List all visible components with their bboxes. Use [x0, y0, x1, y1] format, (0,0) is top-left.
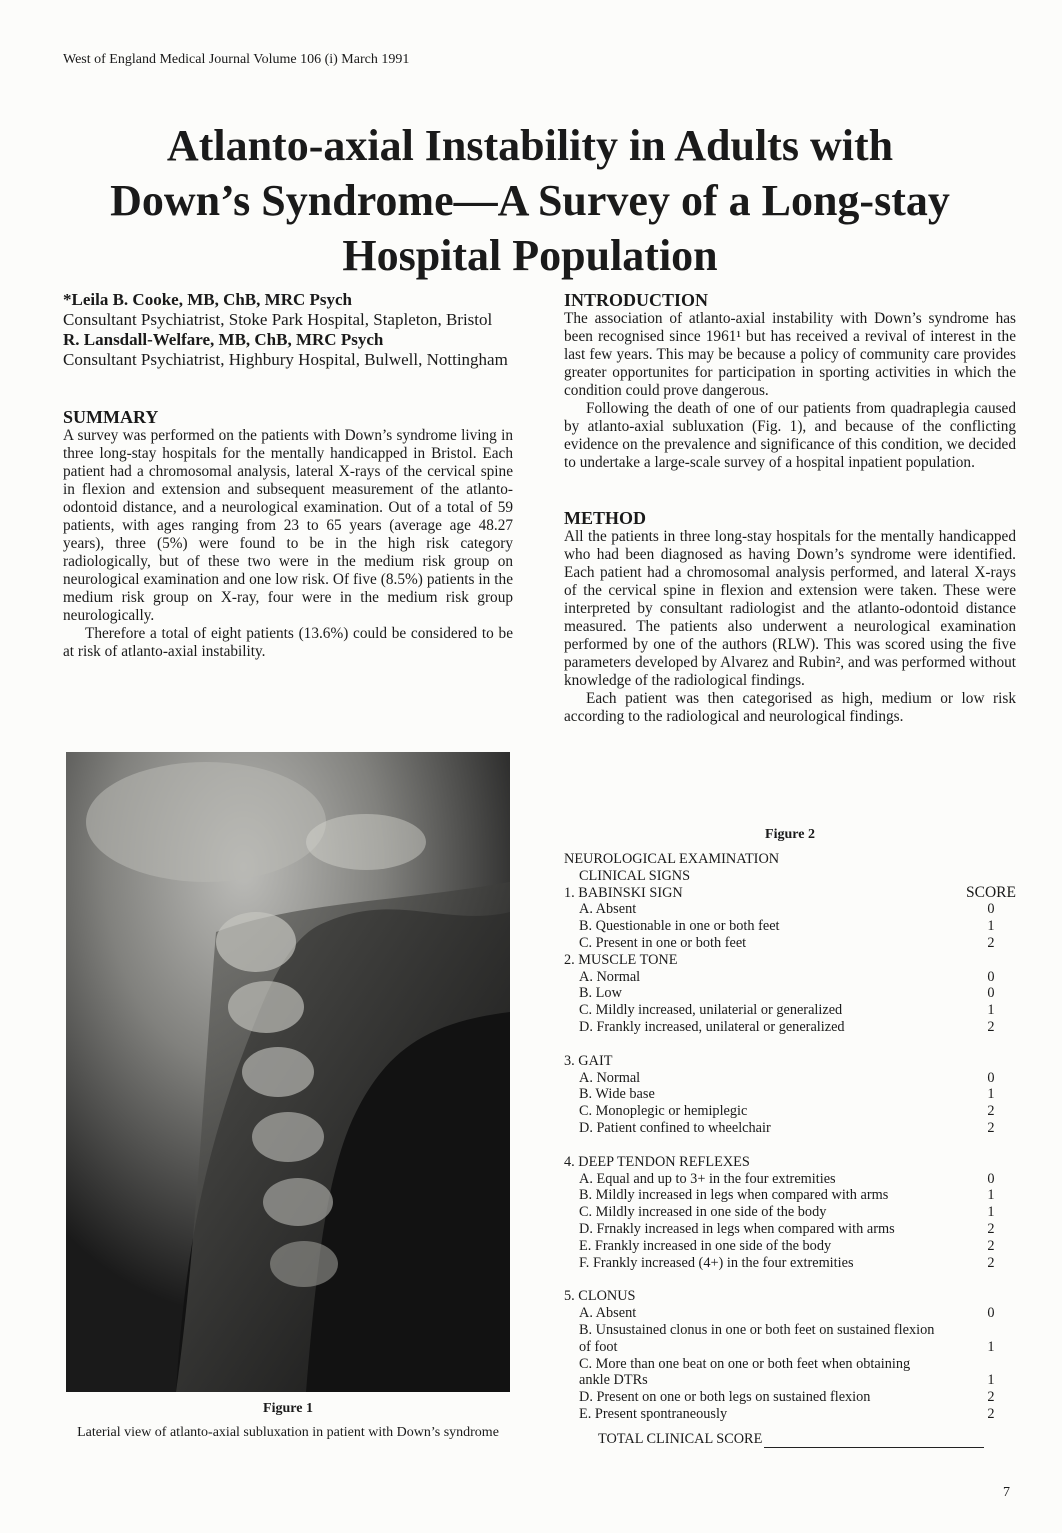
form-item: [564, 1389, 1016, 1406]
section-name: 1. BABINSKI SIGN: [564, 884, 683, 901]
item-score: 0: [987, 901, 995, 918]
item-score: 2: [987, 1103, 995, 1120]
form-item: [564, 1120, 1016, 1137]
form-item: [564, 1221, 1016, 1238]
form-subtitle-text: CLINICAL SIGNS: [579, 867, 691, 884]
item-score: 1: [987, 1338, 995, 1355]
item-text: C. Mildly increased in one side of the body: [579, 1204, 827, 1221]
article-title: [40, 118, 1020, 283]
form-item: [564, 901, 1016, 918]
author-affiliation: Consultant Psychiatrist, Highbury Hospital, Bulwell, Nottingham: [63, 350, 508, 369]
item-text: C. More than one beat on one or both feet when obtaining ankle DTRs: [579, 1355, 911, 1389]
item-score: 1: [987, 1002, 995, 1019]
total-score-label: TOTAL CLINICAL SCORE: [598, 1430, 763, 1447]
item-text: B. Low: [579, 985, 622, 1002]
form-item: [564, 1187, 1016, 1204]
form-item: [564, 1019, 1016, 1036]
score-spacer: [966, 952, 1016, 969]
total-score-blank: [764, 1433, 984, 1448]
item-score: 1: [987, 918, 995, 935]
skull-base: [86, 762, 326, 882]
form-section-heading: [564, 1154, 1016, 1171]
item-text: C. Present in one or both feet: [579, 934, 747, 951]
author-1: [63, 290, 513, 330]
item-text: A. Normal: [579, 968, 641, 985]
method-heading: METHOD: [564, 508, 647, 528]
right-column: [564, 290, 1016, 726]
item-score: 0: [987, 968, 995, 985]
section-name: 5. CLONUS: [564, 1288, 636, 1305]
form-item: [564, 985, 1016, 1002]
form-item: [564, 1322, 1016, 1356]
form-item: [564, 918, 1016, 935]
section-name: 2. MUSCLE TONE: [564, 951, 678, 968]
item-text: B. Questionable in one or both feet: [579, 918, 780, 935]
item-text: E. Frankly increased in one side of the body: [579, 1237, 832, 1254]
item-score: 2: [987, 1237, 995, 1254]
form-item: [564, 1103, 1016, 1120]
score-spacer: [966, 1154, 1016, 1171]
form-section-heading: [564, 1053, 1016, 1070]
item-score: 0: [987, 1069, 995, 1086]
form-item: [564, 1238, 1016, 1255]
item-text: A. Normal: [579, 1069, 641, 1086]
introduction-paragraph: The association of atlanto-axial instability with Down’s syndrome has been recognised since 1961¹ but has received a revival of interest in the last few years. This may be because a policy of community care provides greater opportunites for participation in sporting activities in which the condition could prove dangerous.: [564, 310, 1016, 399]
score-spacer: [966, 1053, 1016, 1070]
item-score: 0: [987, 1305, 995, 1322]
form-title: [564, 851, 1016, 868]
title-line: Atlanto-axial Instability in Adults with: [166, 121, 894, 170]
item-score: 2: [987, 1405, 995, 1422]
form-item: [564, 1204, 1016, 1221]
item-score: 1: [987, 1086, 995, 1103]
item-text: D. Frnakly increased in legs when compared with arms: [579, 1220, 895, 1237]
figure-1-caption: Laterial view of atlanto-axial subluxation in patient with Down’s syndrome: [77, 1425, 499, 1440]
author-name: R. Lansdall-Welfare, MB, ChB, MRC Psych: [63, 330, 384, 349]
item-text: D. Patient confined to wheelchair: [579, 1119, 771, 1136]
item-score: 2: [987, 1018, 995, 1035]
xray-image: [66, 752, 510, 1392]
item-text: F. Frankly increased (4+) in the four extremities: [579, 1254, 854, 1271]
item-text: A. Absent: [579, 901, 637, 918]
form-title-text: NEUROLOGICAL EXAMINATION: [564, 851, 780, 867]
total-score-row: [564, 1431, 1016, 1448]
item-text: B. Wide base: [579, 1086, 655, 1103]
vertebra: [252, 1112, 324, 1162]
author-affiliation: Consultant Psychiatrist, Stoke Park Hospital, Stapleton, Bristol: [63, 310, 493, 329]
item-score: 1: [987, 1187, 995, 1204]
vertebra: [263, 1178, 333, 1226]
item-score: 2: [987, 1254, 995, 1271]
form-section-heading: [564, 885, 1016, 902]
item-text: B. Mildly increased in legs when compared with arms: [579, 1187, 889, 1204]
item-score: 0: [987, 985, 995, 1002]
item-score: 1: [987, 1372, 995, 1389]
item-text: D. Present on one or both legs on sustained flexion: [579, 1389, 871, 1406]
method-paragraph: Each patient was then categorised as high, medium or low risk according to the radiological and neurological findings.: [564, 690, 1016, 725]
item-score: 1: [987, 1204, 995, 1221]
title-line: Hospital Population: [342, 231, 718, 280]
item-score: 0: [987, 1170, 995, 1187]
form-item: [564, 1002, 1016, 1019]
item-score: 2: [987, 1389, 995, 1406]
form-item: [564, 1406, 1016, 1423]
summary-paragraph: Therefore a total of eight patients (13.6%) could be considered to be at risk of atlanto-axial instability.: [63, 625, 513, 660]
item-text: E. Present spontraneously: [579, 1405, 728, 1422]
vertebra: [228, 981, 304, 1033]
form-subtitle: [564, 868, 1016, 885]
vertebra: [242, 1047, 314, 1097]
form-item: [564, 1305, 1016, 1322]
form-sections: [564, 885, 1016, 1423]
journal-header: West of England Medical Journal Volume 106 (i) March 1991: [63, 52, 410, 67]
neurological-exam-form: [564, 851, 1016, 1448]
figure-1-label: Figure 1: [263, 1401, 313, 1416]
section-name: 4. DEEP TENDON REFLEXES: [564, 1153, 750, 1170]
item-text: A. Absent: [579, 1305, 637, 1322]
item-score: 2: [987, 934, 995, 951]
method-paragraph: All the patients in three long-stay hospitals for the mentally handicapped who had been diagnosed as having Down’s syndrome were identified. Each patient had a chromosomal analysis performed, and lateral X-rays of the cervical spine in flexion and extension were taken. These were interpreted by consultant radiologist and the atlanto-odontoid distance measured. The patients also underwent a neurological examination performed by one of the authors (RLW). This was scored using the five parameters developed by Alvarez and Rubin², and was performed without knowledge of the radiological findings.: [564, 528, 1016, 689]
item-text: C. Monoplegic or hemiplegic: [579, 1103, 748, 1120]
item-score: 2: [987, 1220, 995, 1237]
form-item: [564, 1356, 1016, 1390]
form-item: [564, 969, 1016, 986]
item-score: 2: [987, 1119, 995, 1136]
form-item: [564, 1171, 1016, 1188]
item-text: C. Mildly increased, unilaterial or generalized: [579, 1002, 843, 1019]
score-header: SCORE: [966, 883, 1016, 901]
form-item: [564, 1070, 1016, 1087]
section-gap: [564, 1036, 1016, 1053]
figure-1-xray: [66, 752, 510, 1392]
vertebra: [216, 912, 296, 972]
vertebra: [270, 1241, 338, 1287]
author-2: [63, 330, 513, 370]
title-line: Down’s Syndrome—A Survey of a Long-stay: [110, 176, 950, 225]
score-spacer: [966, 1288, 1016, 1305]
item-text: D. Frankly increased, unilateral or generalized: [579, 1018, 845, 1035]
page-number: 7: [1003, 1485, 1010, 1500]
introduction-heading: INTRODUCTION: [564, 290, 709, 310]
form-section-heading: [564, 952, 1016, 969]
section-gap: [564, 1271, 1016, 1288]
figure-2-label: Figure 2: [765, 827, 815, 842]
left-column: [63, 290, 513, 661]
form-item: [564, 1255, 1016, 1272]
section-name: 3. GAIT: [564, 1052, 613, 1069]
introduction-paragraph: Following the death of one of our patients from quadraplegia caused by atlanto-axial subluxation (Fig. 1), and because of the conflicting evidence on the prevalence and significance of this condition, we decided to undertake a large-scale survey of a hospital inpatient population.: [564, 400, 1016, 471]
form-section-heading: [564, 1288, 1016, 1305]
item-text: B. Unsustained clonus in one or both feet on sustained flexion of foot: [579, 1321, 935, 1355]
skull-highlight: [306, 814, 426, 870]
form-item: [564, 1086, 1016, 1103]
author-name: *Leila B. Cooke, MB, ChB, MRC Psych: [63, 290, 352, 309]
section-gap: [564, 1137, 1016, 1154]
item-text: A. Equal and up to 3+ in the four extremities: [579, 1170, 836, 1187]
summary-heading: SUMMARY: [63, 407, 159, 427]
form-item: [564, 935, 1016, 952]
summary-paragraph: A survey was performed on the patients with Down’s syndrome living in three long-stay hospitals for the mentally handicapped in Bristol. Each patient had a chromosomal analysis, lateral X-rays of the cervical spine in flexion and extension and subsequent measurement of the atlanto-odontoid distance, and a neurological examination. Out of a total of 59 patients, with ages ranging from 23 to 65 years (average age 48.27 years), three (5%) were found to be in the high risk category radiologically, but of these two were in the medium risk group on neurological examination and one low risk. Of five (8.5%) patients in the medium risk group on X-ray, four were in the medium risk group neurologically.: [63, 427, 513, 624]
